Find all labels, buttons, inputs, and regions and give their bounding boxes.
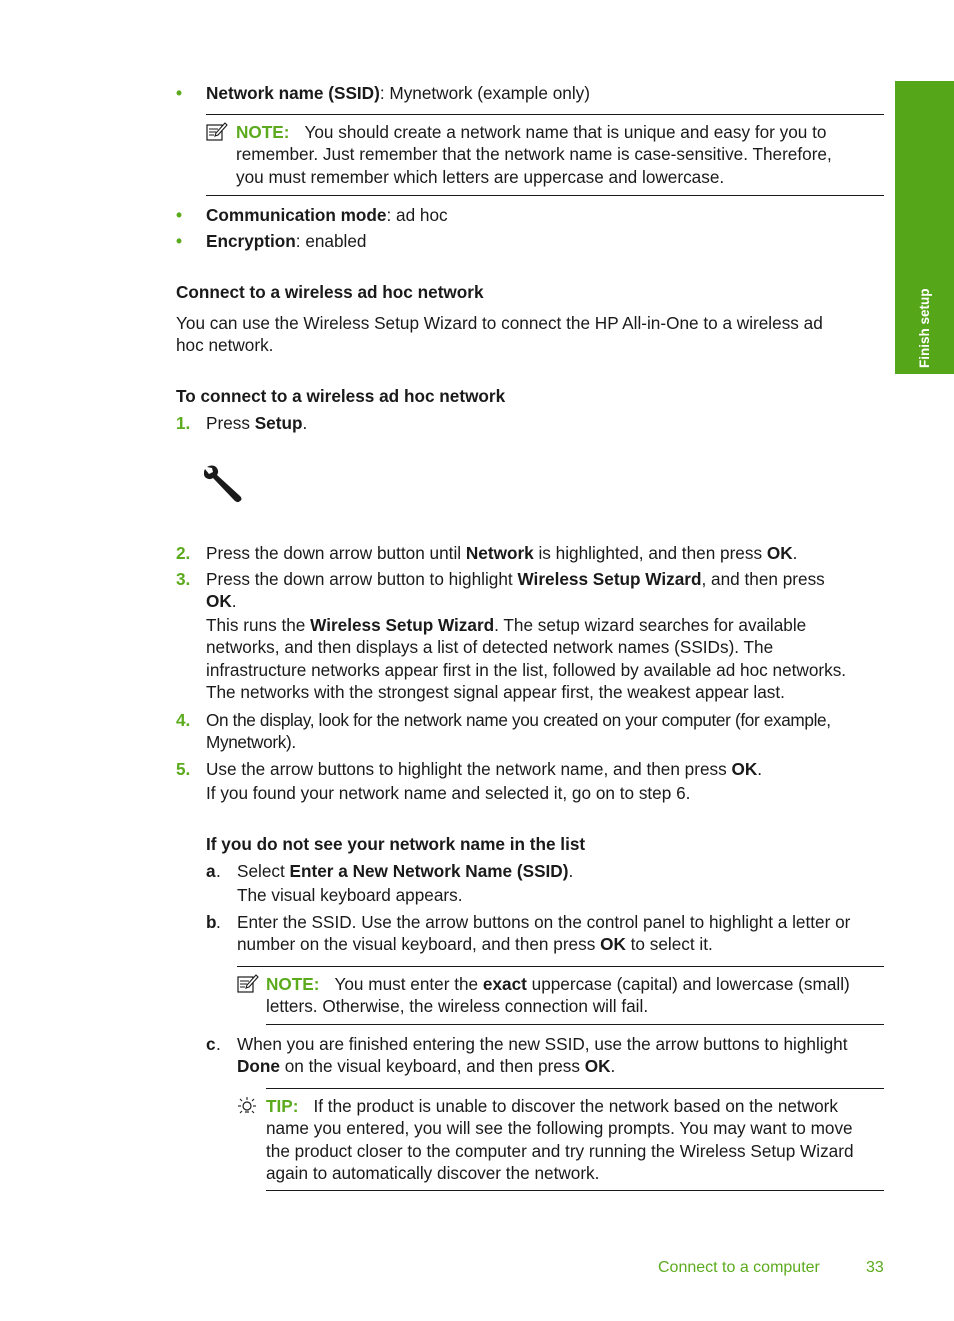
lightbulb-icon: [236, 1096, 258, 1118]
note-bottom-rule: [206, 195, 884, 196]
step-2: Press the down arrow button until Network is highlighted, and then press OK.: [206, 543, 798, 563]
wrench-icon: [204, 464, 246, 504]
step-1: Press Setup.: [206, 413, 308, 433]
sub-step-b: Enter the SSID. Use the arrow buttons on the control panel to highlight a letter or number on the visual keyboard, and then press OK to select it.: [237, 912, 851, 955]
tip-top-rule: [266, 1088, 884, 1089]
procedure-heading: To connect to a wireless ad hoc network: [176, 386, 506, 406]
sub-step-c: When you are finished entering the new SSID, use the arrow buttons to highlight Done on the visual keyboard, and then press OK.: [237, 1034, 848, 1077]
tip-label: TIP:: [266, 1096, 299, 1116]
step-number: 4.: [176, 710, 191, 730]
note-2: NOTE: You must enter the exact uppercase (capital) and lowercase (small) letters. Otherwise, the wireless connection will fail.: [266, 974, 850, 1017]
side-tab: [895, 81, 954, 374]
side-tab-label: Finish setup: [917, 288, 932, 368]
note-pencil-icon: [237, 974, 259, 994]
step-number: 5.: [176, 759, 191, 779]
page-number: 33: [866, 1259, 884, 1276]
sub-letter: a: [206, 861, 216, 881]
section-heading: Connect to a wireless ad hoc network: [176, 282, 484, 302]
bullet-communication-mode: Communication mode: ad hoc: [206, 205, 448, 225]
bullet-encryption: Encryption: enabled: [206, 231, 367, 251]
note-pencil-icon: [206, 122, 228, 142]
step-5: Use the arrow buttons to highlight the network name, and then press OK. If you found your network name and selected it, go on to step 6.: [206, 759, 763, 804]
note2-top-rule: [237, 966, 884, 967]
sub-letter: c: [206, 1034, 216, 1054]
step-number: 1.: [176, 413, 191, 433]
note-top-rule: [206, 114, 884, 115]
note-label: NOTE:: [236, 122, 290, 142]
bullet-marker: •: [176, 205, 183, 225]
note-1: NOTE: You should create a network name that is unique and easy for you to remember. Just remember that the network name is case-sensitive. Therefore, you must remember which letters are uppercase and lowercase.: [236, 122, 832, 187]
tip: TIP: If the product is unable to discover the network based on the network name you entered, you will see the following prompts. You may want to move the product closer to the computer and try running the Wireless Setup Wizard again to automatically discover the network.: [266, 1096, 854, 1184]
bullet-network-name: Network name (SSID): Mynetwork (example only): [206, 83, 590, 103]
step-3: Press the down arrow button to highlight Wireless Setup Wizard, and then press OK. This runs the Wireless Setup Wizard. The setup wizard searches for available networks, and then displays a list of detected network names (SSIDs). The infrastructure networks appear first in the list, followed by available ad hoc networks. The networks with the strongest signal appear first, the weakest appear last.: [206, 569, 847, 703]
step-4: On the display, look for the network name you created on your computer (for example, Mynetwork).: [206, 710, 831, 753]
note2-bottom-rule: [266, 1024, 884, 1025]
tip-bottom-rule: [266, 1190, 884, 1191]
bullet-marker: •: [176, 83, 183, 103]
sub-step-a: Select Enter a New Network Name (SSID). The visual keyboard appears.: [237, 861, 574, 906]
step-number: 2.: [176, 543, 191, 563]
sub-heading: If you do not see your network name in the list: [206, 834, 586, 854]
bullet-marker: •: [176, 231, 183, 251]
sub-letter: b: [206, 912, 217, 932]
note-label: NOTE:: [266, 974, 320, 994]
footer-section: Connect to a computer: [658, 1259, 820, 1276]
step-number: 3.: [176, 569, 191, 589]
section-paragraph: You can use the Wireless Setup Wizard to connect the HP All-in-One to a wireless ad hoc network.: [176, 313, 823, 356]
